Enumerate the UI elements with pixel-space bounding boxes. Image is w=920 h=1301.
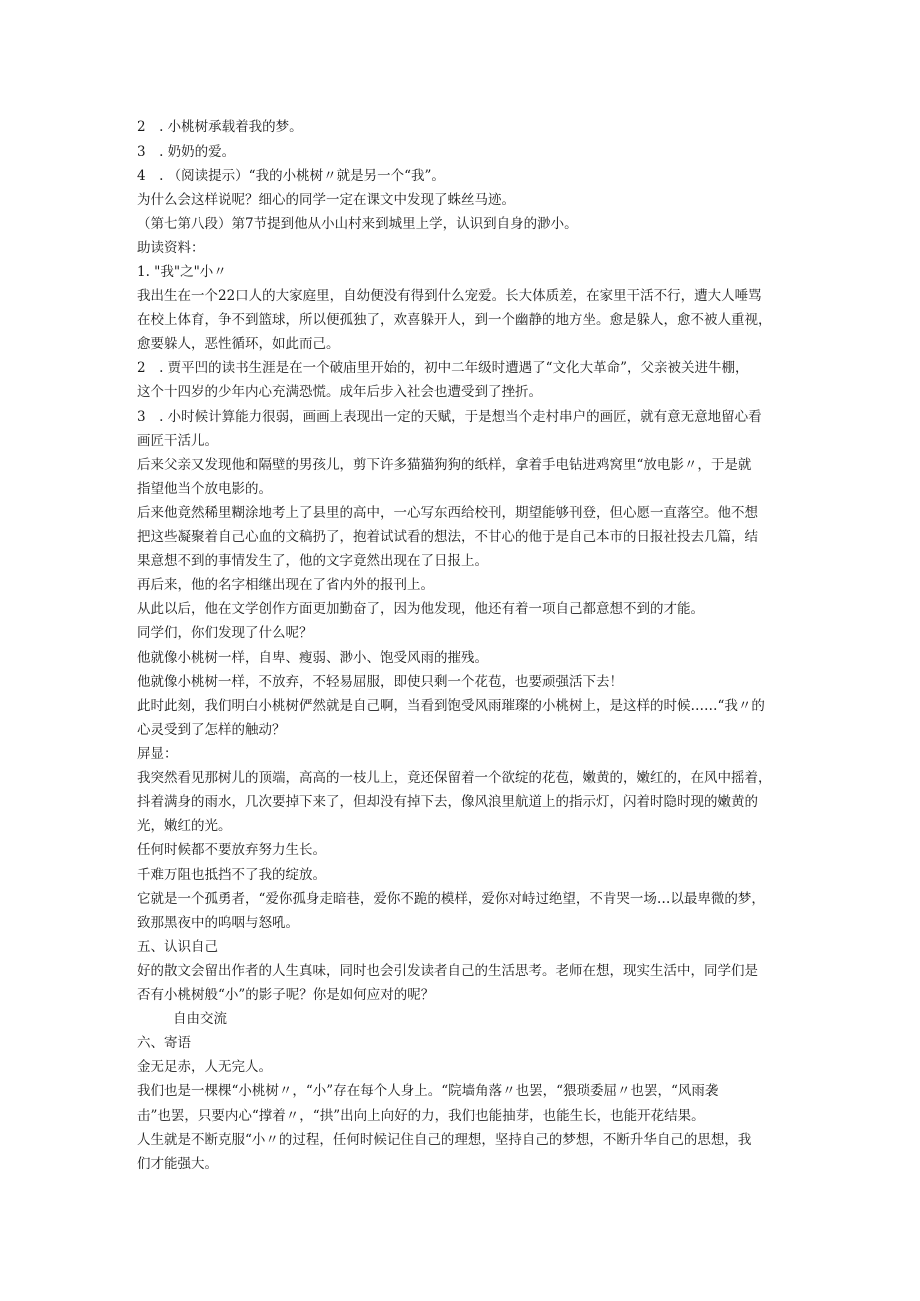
paragraph-line: 金无足赤，人无完人。 <box>137 1059 272 1075</box>
paragraph-line: 我出生在一个22口人的大家庭里，自幼便没有得到什么宠爱。长大体质差，在家里干活不行，遭大人唾骂 <box>137 288 762 304</box>
quote-line: 抖着满身的雨水，几次要掉下来了，但却没有掉下去，像风浪里航道上的指示灯，闪着时隐时现的嫩黄的 <box>137 794 758 810</box>
quote-line: 光，嫩红的光。 <box>137 818 232 834</box>
paragraph-line: 3 . 小时候计算能力很弱，画画上表现出一定的天赋，于是想当个走村串户的画匠，就有意无意地留心看 <box>137 409 762 425</box>
paragraph-line: 人生就是不断克服“小〃的过程，任何时候记住自己的理想，坚持自己的梦想，不断升华自己的思想，我 <box>137 1132 752 1148</box>
paragraph-line: 把这些凝聚着自己心血的文稿扔了，抱着试试看的想法，不甘心的他于是自己本市的日报社投去几篇，结 <box>137 529 758 545</box>
paragraph-line: 好的散文会留出作者的人生真味，同时也会引发读者自己的生活思考。老师在想，现实生活中，同学们是 <box>137 963 758 979</box>
paragraph-line: 致那黑夜中的呜咽与怒吼。 <box>137 915 299 931</box>
paragraph-line: 我们也是一棵棵“小桃树〃，“小”存在每个人身上。“院墙角落〃也罢，“猥琐委屈〃也罢，“风雨袭 <box>137 1083 719 1099</box>
paragraph-line: 后来父亲又发现他和隔壁的男孩儿，剪下许多猫猫狗狗的纸样，拿着手电钻进鸡窝里“放电影〃，于是就 <box>137 457 752 473</box>
section-label-reading-material: 助读资料： <box>137 240 205 256</box>
paragraph-line: （第七第八段）第7节提到他从小山村来到城里上学，认识到自身的渺小。 <box>137 216 578 232</box>
activity-label: 自由交流 <box>173 1011 227 1027</box>
paragraph-line: 他就像小桃树一样，不放弃，不轻易屈服，即使只剩一个花苞，也要顽强活下去！ <box>137 674 623 690</box>
paragraph-line: 同学们，你们发现了什么呢？ <box>137 625 313 641</box>
paragraph-line: 后来他竟然稀里糊涂地考上了县里的高中，一心写东西给校刊，期望能够刊登，但心愿一直落空。他不想 <box>137 505 758 521</box>
paragraph-line: 果意想不到的事情发生了，他的文字竟然出现在了日报上。 <box>137 553 488 569</box>
quote-line: 我突然看见那树儿的顶端，高高的一枝儿上，竟还保留着一个欲绽的花苞，嫩黄的，嫩红的，在风中摇着， <box>137 770 772 786</box>
paragraph-line: 他就像小桃树一样，自卑、瘦弱、渺小、饱受风雨的摧残。 <box>137 650 488 666</box>
paragraph-line: 千难万阻也抵挡不了我的绽放。 <box>137 867 326 883</box>
section-heading-6: 六、寄语 <box>137 1035 191 1051</box>
paragraph-line: 为什么会这样说呢？细心的同学一定在课文中发现了蛛丝马迹。 <box>137 192 515 208</box>
screen-display-label: 屏显： <box>137 746 178 762</box>
paragraph-line: 任何时候都不要放弃努力生长。 <box>137 842 326 858</box>
paragraph-line: 此时此刻，我们明白小桃树俨然就是自己啊，当看到饱受风雨璀璨的小桃树上，是这样的时候……“我〃的 <box>137 698 765 714</box>
paragraph-line: 再后来，他的名字相继出现在了省内外的报刊上。 <box>137 577 434 593</box>
list-item-3: 3 . 奶奶的爱。 <box>137 144 236 160</box>
paragraph-line: 指望他当个放电影的。 <box>137 481 272 497</box>
paragraph-line: 否有小桃树般“小”的影子呢？你是如何应对的呢？ <box>137 987 435 1003</box>
subheading-1: 1. "我"之"小〃 <box>137 264 227 280</box>
paragraph-line: 这个十四岁的少年内心充满恐慌。成年后步入社会也遭受到了挫折。 <box>137 384 542 400</box>
paragraph-line: 击”也罢，只要内心“撑着〃，“拱”出向上向好的力，我们也能抽芽，也能生长，也能开花结果。 <box>137 1108 705 1124</box>
paragraph-line: 愈要躲人，恶性循环，如此而己。 <box>137 336 340 352</box>
paragraph-line: 心灵受到了怎样的触动？ <box>137 722 286 738</box>
list-item-4: 4 . （阅读提示）“我的小桃树〃就是另一个“我”。 <box>137 168 445 184</box>
paragraph-line: 在校上体育，争不到篮球，所以便孤独了，欢喜躲开人，到一个幽静的地方坐。愈是躲人，愈不被人重视， <box>137 312 772 328</box>
list-item-2: 2 . 小桃树承载着我的梦。 <box>137 119 303 135</box>
paragraph-line: 们才能强大。 <box>137 1156 218 1172</box>
paragraph-line: 它就是一个孤勇者，“爱你孤身走暗巷，爱你不跪的模样，爱你对峙过绝望，不肯哭一场…以最卑微的梦， <box>137 891 765 907</box>
paragraph-line: 画匠干活儿。 <box>137 433 218 449</box>
section-heading-5: 五、认识自己 <box>137 939 218 955</box>
paragraph-line: 从此以后，他在文学创作方面更加勤奋了，因为他发现，他还有着一项自己都意想不到的才能。 <box>137 601 704 617</box>
paragraph-line: 2 . 贾平凹的读书生涯是在一个破庙里开始的，初中二年级时遭遇了“文化大革命”，父亲被关进牛棚， <box>137 360 749 376</box>
